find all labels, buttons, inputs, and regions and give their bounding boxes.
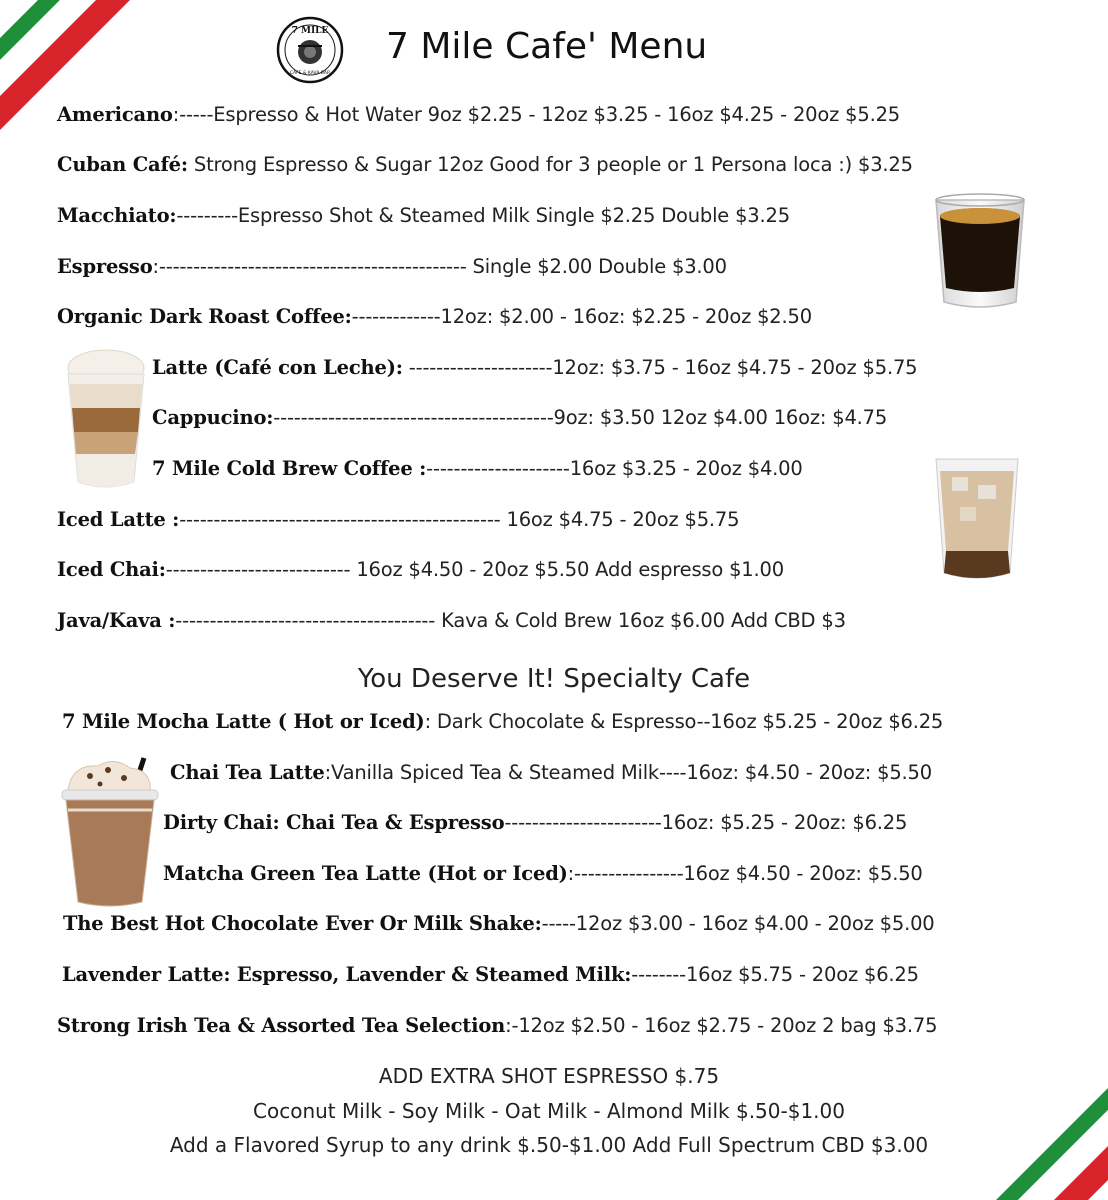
specialty-item: Strong Irish Tea & Assorted Tea Selection:-12oz $2.50 - 16oz $2.75 - 20oz 2 bag $3.75 xyxy=(57,1014,938,1037)
chocolate-frappe-image xyxy=(56,754,164,910)
milk-options-note: Coconut Milk - Soy Milk - Oat Milk - Almond Milk $.50-$1.00 xyxy=(253,1099,845,1123)
menu-item: Organic Dark Roast Coffee:-------------12oz: $2.00 - 16oz: $2.25 - 20oz $2.50 xyxy=(57,305,812,328)
page-title: 7 Mile Cafe' Menu xyxy=(386,26,708,67)
menu-item: Macchiato:---------Espresso Shot & Steamed Milk Single $2.25 Double $3.25 xyxy=(57,204,790,227)
iced-coffee-image xyxy=(934,455,1020,583)
specialty-item: Lavender Latte: Espresso, Lavender & Steamed Milk:--------16oz $5.75 - 20oz $6.25 xyxy=(62,963,919,986)
cafe-logo xyxy=(276,16,344,84)
menu-item: Cappucino:-----------------------------------------9oz: $3.50 12oz $4.00 16oz: $4.75 xyxy=(152,406,888,429)
menu-item: Iced Latte :----------------------------------------------- 16oz $4.75 - 20oz $5.75 xyxy=(57,508,740,531)
specialty-item: The Best Hot Chocolate Ever Or Milk Shake:-----12oz $3.00 - 16oz $4.00 - 20oz $5.00 xyxy=(63,912,935,935)
menu-item: Latte (Café con Leche): ---------------------12oz: $3.75 - 16oz $4.75 - 20oz $5.75 xyxy=(152,356,918,379)
menu-item: Java/Kava :-------------------------------------- Kava & Cold Brew 16oz $6.00 Add CBD $3 xyxy=(57,609,846,632)
specialty-item: Chai Tea Latte:Vanilla Spiced Tea & Steamed Milk----16oz: $4.50 - 20oz: $5.50 xyxy=(170,761,932,784)
menu-item: Iced Chai:--------------------------- 16oz $4.50 - 20oz $5.50 Add espresso $1.00 xyxy=(57,558,784,581)
latte-glass-image xyxy=(64,346,148,492)
menu-item: Americano:-----Espresso & Hot Water 9oz $2.25 - 12oz $3.25 - 16oz $4.25 - 20oz $5.25 xyxy=(57,103,900,126)
logo-text: 7 MILE xyxy=(291,26,329,36)
specialty-item: Dirty Chai: Chai Tea & Espresso-----------------------16oz: $5.25 - 20oz: $6.25 xyxy=(163,811,908,834)
espresso-cup-image xyxy=(930,190,1030,314)
specialty-item: 7 Mile Mocha Latte ( Hot or Iced): Dark Chocolate & Espresso--16oz $5.25 - 20oz $6.25 xyxy=(62,710,944,733)
logo-subtext: CAFE & KAVA BAR xyxy=(289,71,331,76)
menu-header xyxy=(0,14,1108,84)
specialty-item: Matcha Green Tea Latte (Hot or Iced):----------------16oz $4.50 - 20oz: $5.50 xyxy=(163,862,923,885)
menu-item: Cuban Café: Strong Espresso & Sugar 12oz Good for 3 people or 1 Persona loca :) $3.25 xyxy=(57,153,913,176)
syrup-cbd-note: Add a Flavored Syrup to any drink $.50-$1.00 Add Full Spectrum CBD $3.00 xyxy=(169,1133,929,1157)
menu-item: Espresso:--------------------------------------------- Single $2.00 Double $3.00 xyxy=(57,255,727,278)
menu-item: 7 Mile Cold Brew Coffee :---------------------16oz $3.25 - 20oz $4.00 xyxy=(152,457,803,480)
extra-shot-note: ADD EXTRA SHOT ESPRESSO $.75 xyxy=(378,1064,720,1088)
specialty-section-title: You Deserve It! Specialty Cafe xyxy=(357,664,751,694)
